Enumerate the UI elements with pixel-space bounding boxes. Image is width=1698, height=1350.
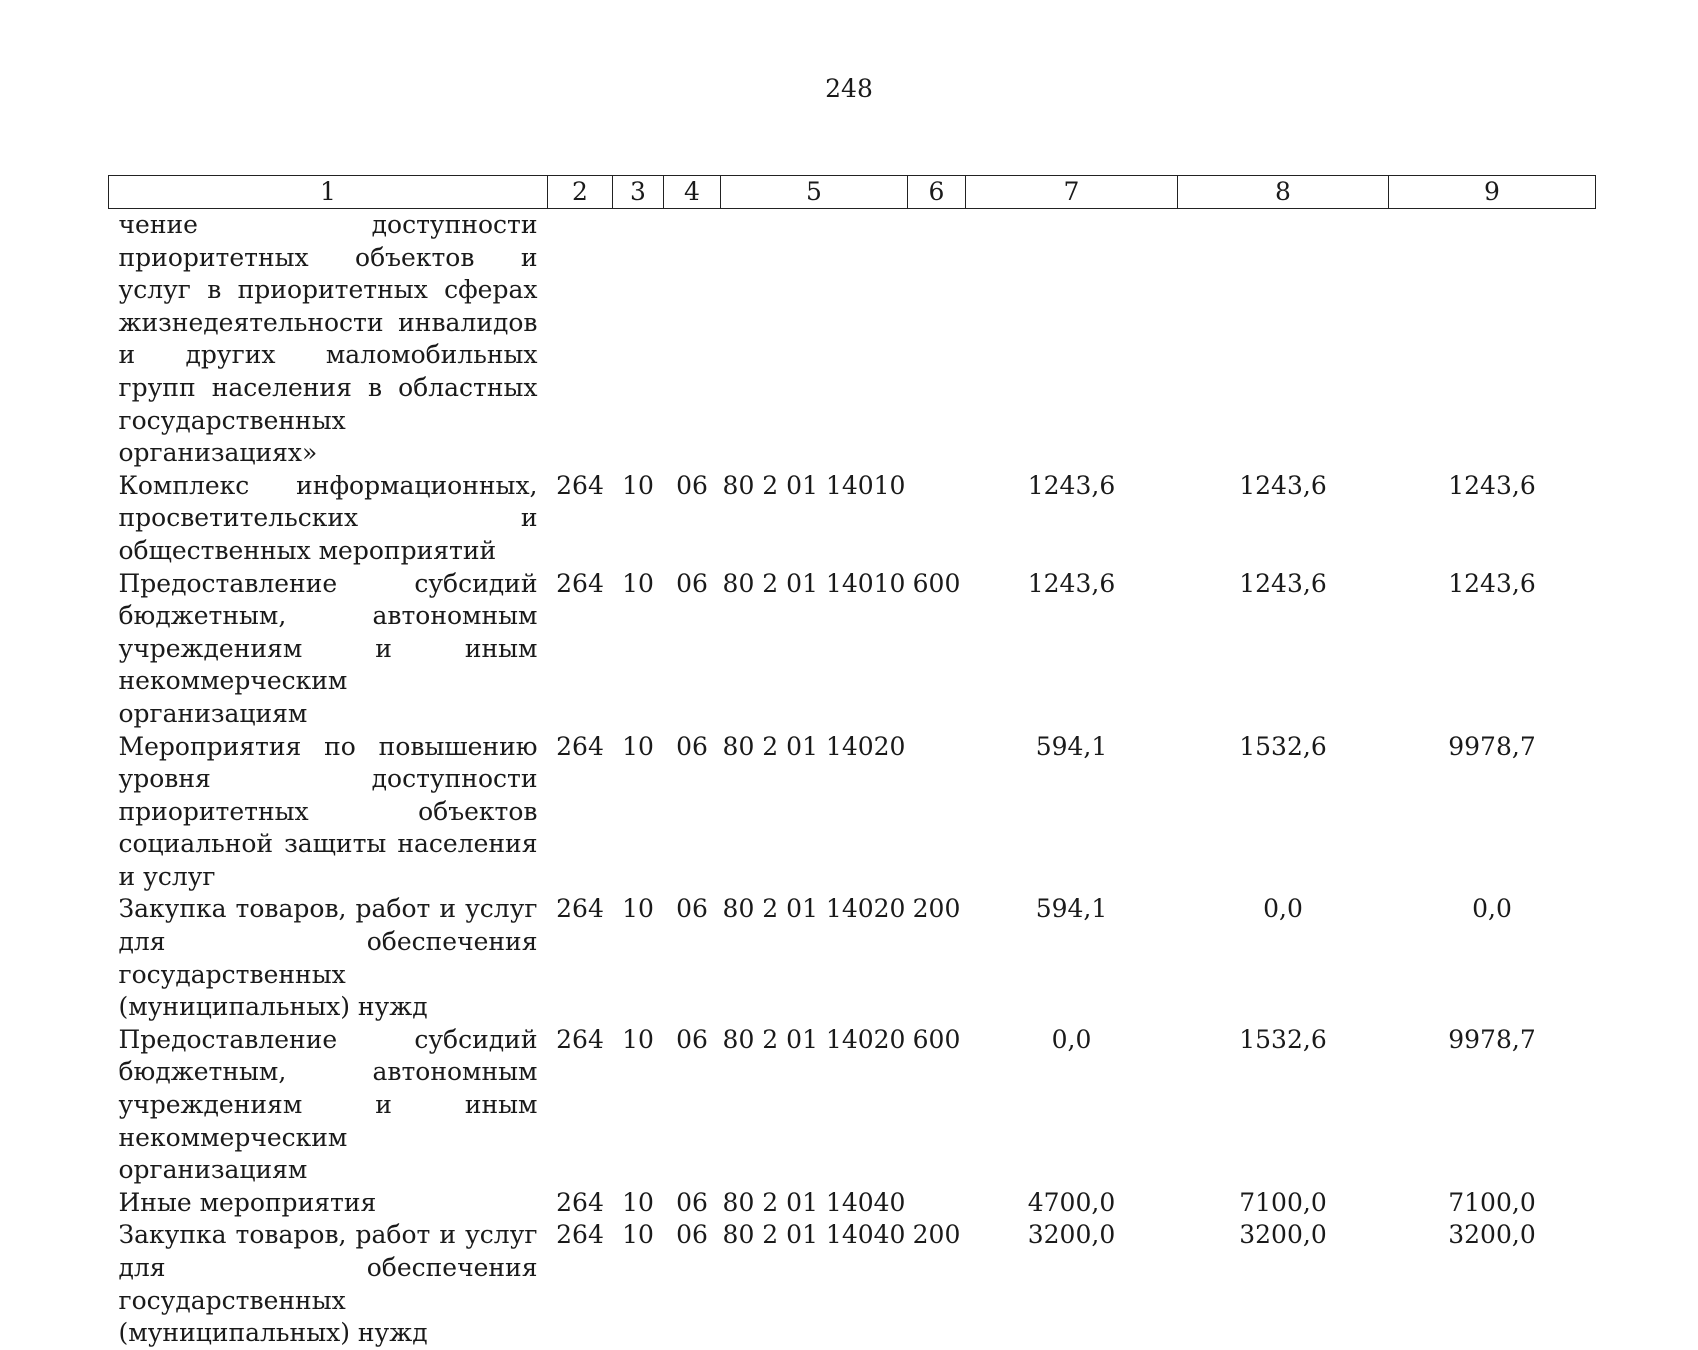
row-col-4: 06 — [676, 731, 708, 761]
row-col-2: 264 — [556, 1220, 604, 1250]
row-code-cell: 80 2 01 14020 — [722, 894, 906, 924]
row-col-6: 200 — [912, 894, 961, 924]
row-value-8: 1243,6 — [1239, 470, 1327, 500]
row-name-cell: Мероприятия по повышению уровня доступности приоритетных объектов социальной защиты населения и услуг — [118, 731, 538, 891]
row-name-cell: Закупка товаров, работ и услуг для обеспечения государственных (муниципальных) нужд — [118, 1220, 538, 1348]
row-value-7: 4700,0 — [1027, 1187, 1116, 1217]
row-name-cell: Иные мероприятия — [118, 1187, 377, 1217]
row-code-cell: 80 2 01 14020 — [722, 731, 906, 761]
row-code-cell: 80 2 01 14040 — [722, 1220, 906, 1250]
row-col-3: 10 — [622, 1187, 654, 1217]
row-value-7: 3200,0 — [1027, 1220, 1116, 1250]
row-value-8: 1243,6 — [1239, 568, 1327, 598]
table-body — [109, 209, 1596, 1350]
table-row — [109, 1187, 1596, 1220]
row-value-8: 1532,6 — [1239, 731, 1327, 761]
row-name-cell: Комплекс информационных, просветительских и общественных мероприятий — [118, 470, 538, 565]
table-row — [109, 568, 1596, 731]
row-col-6 — [908, 209, 966, 470]
row-value-7: 0,0 — [1051, 1024, 1092, 1054]
row-col-2: 264 — [556, 894, 604, 924]
header-col-2: 2 — [548, 176, 613, 209]
row-code-cell: 80 2 01 14010 — [722, 568, 906, 598]
row-col-6: 200 — [912, 1220, 961, 1250]
row-col-4: 06 — [676, 894, 708, 924]
row-value-8: 0,0 — [1263, 894, 1303, 924]
row-col-6: 600 — [912, 1024, 961, 1054]
row-col-2: 264 — [556, 1024, 604, 1054]
header-row — [109, 176, 1596, 209]
row-col-4 — [664, 209, 721, 470]
row-col-2: 264 — [556, 731, 604, 761]
row-value-9: 9978,7 — [1448, 1024, 1536, 1054]
row-name-cell: Предоставление субсидий бюджетным, автономным учреждениям и иным некоммерческим организациям — [118, 568, 538, 728]
row-code-cell: 80 2 01 14020 — [722, 1024, 906, 1054]
row-value-7: 594,1 — [1035, 731, 1108, 761]
row-col-4: 06 — [676, 1220, 708, 1250]
header-col-3: 3 — [613, 176, 664, 209]
table-row — [109, 1024, 1596, 1187]
row-col-2: 264 — [556, 470, 604, 500]
row-value-9: 9978,7 — [1448, 731, 1536, 761]
row-value-7: 594,1 — [1035, 894, 1108, 924]
row-name-cell: Предоставление субсидий бюджетным, автономным учреждениям и иным некоммерческим организациям — [118, 1024, 538, 1185]
row-value-7 — [966, 209, 1178, 470]
row-value-8: 3200,0 — [1239, 1220, 1327, 1250]
row-name-cell: Закупка товаров, работ и услуг для обеспечения государственных (муниципальных) нужд — [118, 894, 538, 1022]
header-col-9: 9 — [1389, 176, 1596, 209]
header-col-4: 4 — [664, 176, 721, 209]
row-col-2 — [548, 209, 613, 470]
row-value-9: 1243,6 — [1448, 568, 1536, 598]
table-row — [109, 731, 1596, 894]
row-col-6 — [908, 470, 966, 568]
row-col-3: 10 — [622, 894, 654, 924]
row-value-8: 1532,6 — [1239, 1024, 1327, 1054]
header-col-5: 5 — [721, 176, 908, 209]
row-col-2: 264 — [556, 1187, 604, 1217]
row-code-cell: 80 2 01 14010 — [722, 470, 906, 500]
row-value-9: 1243,6 — [1448, 470, 1536, 500]
row-value-7: 1243,6 — [1027, 470, 1116, 500]
budget-table — [108, 175, 1596, 1350]
row-col-3: 10 — [622, 470, 654, 500]
table-row — [109, 893, 1596, 1023]
header-col-8: 8 — [1178, 176, 1389, 209]
row-col-4: 06 — [676, 568, 708, 598]
header-col-6: 6 — [908, 176, 966, 209]
row-col-2: 264 — [556, 568, 604, 598]
row-value-7: 1243,6 — [1027, 568, 1116, 598]
row-value-9 — [1389, 209, 1596, 470]
row-name-cell: чение доступности приоритетных объектов и услуг в приоритетных сферах жизнедеятельности инвалидов и других маломобильных групп населения в областных государственных организациях» — [118, 210, 538, 468]
row-col-3: 10 — [622, 731, 654, 761]
table-row — [109, 209, 1596, 470]
row-col-6: 600 — [912, 568, 961, 598]
row-col-6 — [908, 731, 966, 894]
table-row — [109, 470, 1596, 568]
header-col-7: 7 — [966, 176, 1178, 209]
row-value-9: 7100,0 — [1448, 1187, 1536, 1217]
row-col-6 — [908, 1187, 966, 1220]
row-col-4: 06 — [676, 1187, 708, 1217]
row-code-cell: 80 2 01 14040 — [722, 1187, 906, 1217]
row-col-3: 10 — [622, 1024, 654, 1054]
row-col-3: 10 — [622, 568, 654, 598]
table-row — [109, 1219, 1596, 1349]
row-value-8 — [1178, 209, 1389, 470]
row-value-8: 7100,0 — [1239, 1187, 1327, 1217]
row-value-9: 3200,0 — [1448, 1220, 1536, 1250]
row-code-cell — [721, 209, 908, 470]
page-number: 248 — [825, 74, 873, 103]
header-col-1: 1 — [109, 176, 548, 209]
row-value-9: 0,0 — [1472, 894, 1512, 924]
row-col-3: 10 — [622, 1220, 654, 1250]
row-col-4: 06 — [676, 470, 708, 500]
row-col-4: 06 — [676, 1024, 708, 1054]
row-col-3 — [613, 209, 664, 470]
table-header — [109, 176, 1596, 209]
